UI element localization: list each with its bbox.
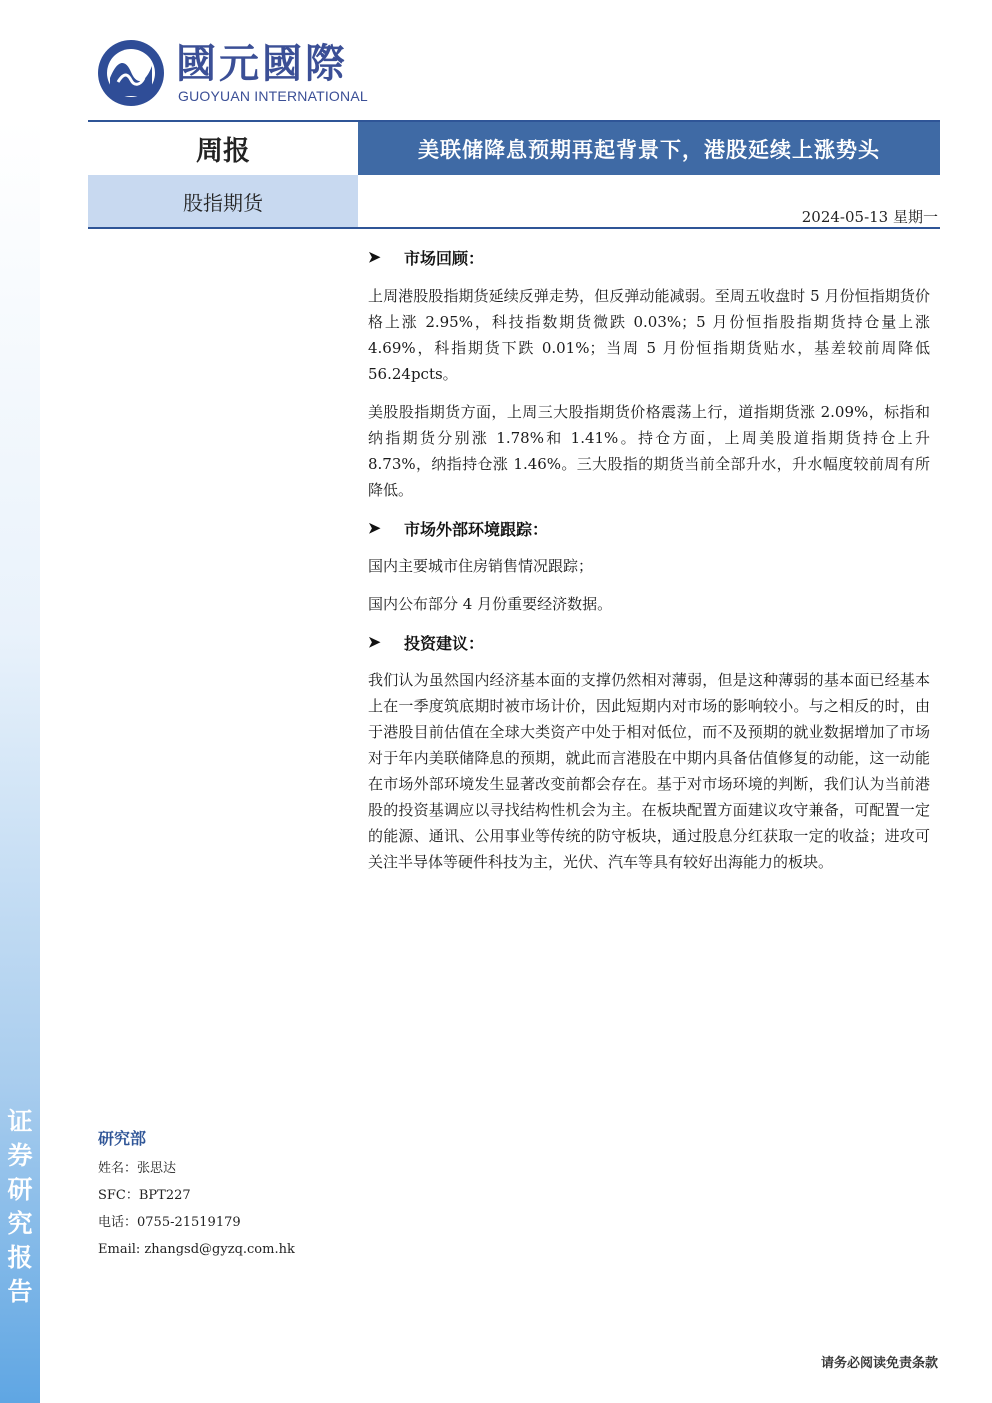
main-content: [368, 244, 930, 875]
logo-english-name: GUOYUAN INTERNATIONAL: [178, 88, 368, 104]
logo-chinese-name: 國元國際: [176, 41, 348, 87]
author-info: [98, 1126, 295, 1263]
paragraph: 国内主要城市住房销售情况跟踪；: [368, 557, 594, 575]
author-name: 姓名：张思达: [98, 1161, 177, 1176]
author-dept: 研究部: [98, 1129, 147, 1148]
section-heading-investment-advice: [368, 629, 930, 655]
paragraph: 美股股指期货方面，上周三大股指期货价格震荡上行，道指期货涨 2.09%，标指和纳指期货分别涨 1.78%和 1.41%。持仓方面，上周美股道指期货持仓上升 8.73%，纳指持仓涨 1.46%。三大股指的期货当前全部升水，升水幅度较前周有所降低。: [368, 403, 930, 499]
author-phone: 电话：0755-21519179: [98, 1215, 241, 1230]
header-bottom-rule: [88, 227, 940, 229]
arrow-bullet-icon: ➤: [368, 519, 381, 537]
paragraph: 我们认为虽然国内经济基本面的支撑仍然相对薄弱，但是这种薄弱的基本面已经基本上在一季度筑底期时被市场计价，因此短期内对市场的影响较小。与之相反的时，由于港股目前估值在全球大类资产中处于相对低位，而不及预期的就业数据增加了市场对于年内美联储降息的预期，就此而言港股在中期内具备估值修复的动能，这一动能在市场外部环境发生显著改变前都会存在。基于对市场环境的判断，我们认为当前港股的投资基调应以寻找结构性机会为主。在板块配置方面建议攻守兼备，可配置一定的能源、通讯、公用事业等传统的防守板块，通过股息分红获取一定的收益；进攻可关注半导体等硬件科技为主，光伏、汽车等具有较好出海能力的板块。: [368, 671, 930, 871]
section-heading-text: 市场外部环境跟踪：: [404, 519, 549, 539]
report-date: 2024-05-13 星期一: [801, 208, 938, 226]
section-heading-text: 投资建议：: [404, 633, 485, 653]
report-type: 周报: [196, 136, 250, 167]
report-title: 美联储降息预期再起背景下，港股延续上涨势头: [358, 122, 940, 175]
disclaimer-note: 请务必阅读免责条款: [820, 1356, 938, 1371]
author-sfc: SFC：BPT227: [98, 1188, 191, 1203]
paragraph: 国内公布部分 4 月份重要经济数据。: [368, 595, 613, 613]
arrow-bullet-icon: ➤: [368, 248, 381, 266]
logo-emblem-icon: [96, 38, 166, 108]
side-label: 证券研究报告: [7, 1107, 33, 1306]
section-heading-external-env: [368, 515, 930, 541]
section-heading-market-review: [368, 244, 930, 270]
company-logo: [96, 36, 386, 110]
arrow-bullet-icon: ➤: [368, 633, 381, 651]
section-heading-text: 市场回顾：: [404, 248, 485, 268]
paragraph: 上周港股股指期货延续反弹走势，但反弹动能减弱。至周五收盘时 5 月份恒指期货价格上涨 2.95%，科技指数期货微跌 0.03%；5 月份恒指股指期货持仓量上涨 4.69%，科指期货下跌 0.01%；当周 5 月份恒指期货贴水，基差较前周降低 56.24pcts。: [368, 287, 930, 383]
author-email[interactable]: Email: zhangsd@gyzq.com.hk: [98, 1242, 295, 1257]
report-category: 股指期货: [88, 175, 358, 227]
